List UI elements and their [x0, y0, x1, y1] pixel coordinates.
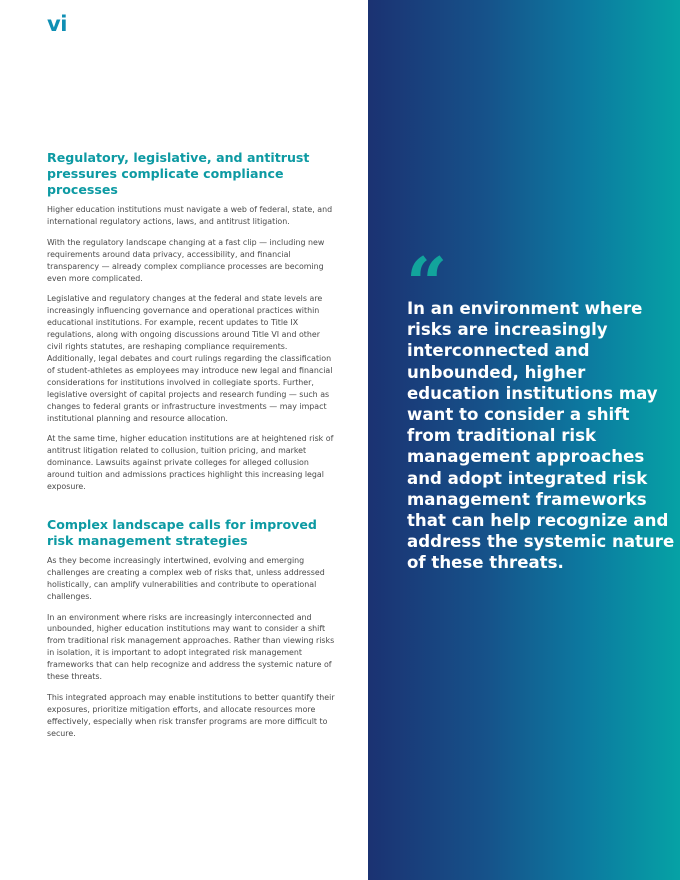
paragraph: Legislative and regulatory changes at the federal and state levels are increasingly influencing governance and operational practices within educational institutions. For example, recent updates to Title IX regulations, along with ongoing discussions around Title VI and other civil rights statutes, are reshaping compliance requirements. Additionally, legal debates and court rulings regarding the classification of student-athletes as employees may introduce new legal and financial considerations for institutions involved in collegiate sports. Further, legislative oversight of capital projects and research funding — such as changes to federal grants or infrastructure investments — may impact institutional planning and resource allocation. — [47, 294, 333, 423]
section-heading-risk-strategies: Complex landscape calls for improved risk management strategies — [47, 516, 317, 548]
paragraph: In an environment where risks are increasingly interconnected and unbounded, higher education institutions may want to consider a shift from traditional risk management approaches. Rather than viewing risks in isolation, it is important to adopt integrated risk management frameworks that can help recognize and address the systemic nature of these threats. — [47, 612, 335, 682]
paragraph: This integrated approach may enable institutions to better quantify their exposures, prioritize mitigation efforts, and allocate resources more effectively, especially when risk transfer programs are more difficult to secure. — [47, 693, 335, 738]
paragraph: With the regulatory landscape changing at a fast clip — including new requirements around data privacy, accessibility, and financial transparency — already complex compliance processes are becoming even more complicated. — [47, 237, 325, 283]
quote-icon: “ — [406, 241, 448, 326]
paragraph: Higher education institutions must navigate a web of federal, state, and international regulatory actions, laws, and antitrust litigation. — [47, 205, 333, 226]
paragraph: At the same time, higher education institutions are at heightened risk of antitrust litigation related to collusion, tuition pricing, and market dominance. Lawsuits against private colleges for alleged collusion around tuition and admissions practices highlight this increasing legal exposure. — [47, 434, 334, 492]
section-heading-regulatory: Regulatory, legislative, and antitrust pressures complicate compliance processes — [47, 150, 310, 197]
article-body — [47, 150, 335, 749]
paragraph: As they become increasingly intertwined, evolving and emerging challenges are creating a complex web of risks that, unless addressed holistically, can amplify vulnerabilities and contribute to operational challenges. — [47, 555, 325, 601]
pull-quote-panel — [368, 0, 680, 880]
page-number: vi — [47, 12, 67, 36]
pull-quote-text: In an environment where risks are increasingly interconnected and unbounded, higher education institutions may want to consider a shift from traditional risk management approaches and adopt integrated risk management frameworks that can help recognize and address the systemic nature of these threats. — [407, 299, 675, 573]
